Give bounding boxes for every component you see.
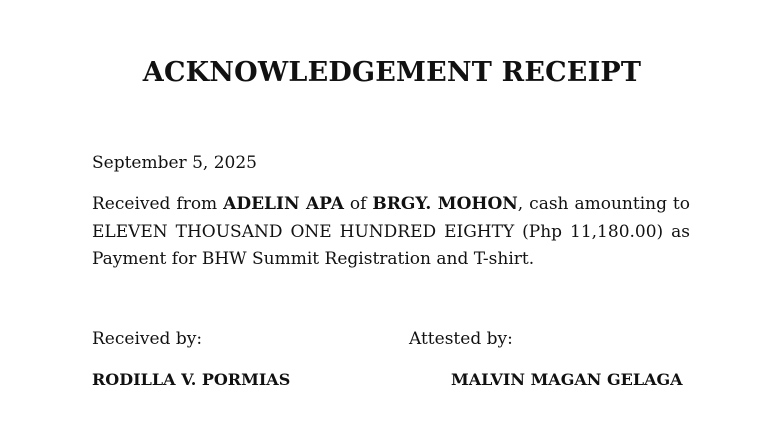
receipt-title: ACKNOWLEDGEMENT RECEIPT xyxy=(142,57,642,88)
received-by-name: RODILLA V. PORMIAS xyxy=(92,370,291,389)
attested-by-name: MALVIN MAGAN GELAGA xyxy=(451,370,683,389)
attested-by-label: Attested by: xyxy=(409,329,513,349)
barangay-name: BRGY. MOHON xyxy=(372,194,518,214)
received-by-label: Received by: xyxy=(92,329,203,349)
body-intro: Received from xyxy=(92,194,224,214)
receipt-body xyxy=(92,191,690,274)
receipt-date: September 5, 2025 xyxy=(92,153,257,173)
payer-name: ADELIN APA xyxy=(223,194,344,214)
body-amount-text: , cash amounting to ELEVEN THOUSAND ONE HUNDRED EIGHTY (Php 11,180.00) as Payment for BHW Summit Registration and T-shirt. xyxy=(92,194,690,269)
body-of-text: of xyxy=(343,194,373,214)
